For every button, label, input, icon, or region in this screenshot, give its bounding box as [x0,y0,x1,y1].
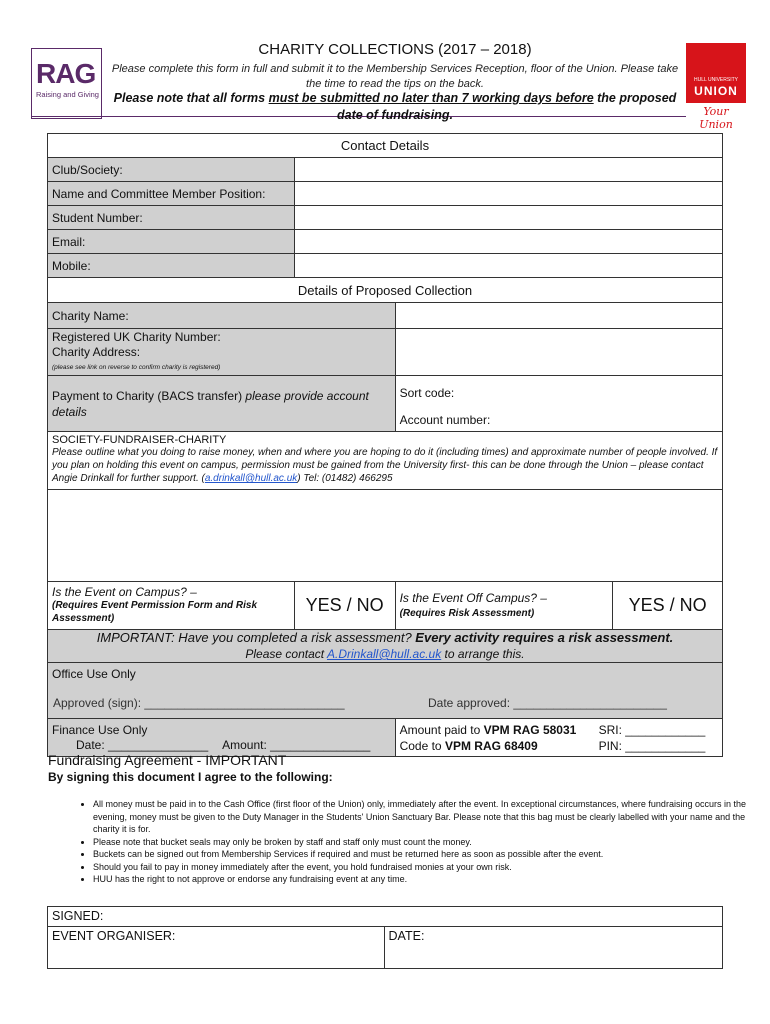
sort-code-label: Sort code: [399,386,455,400]
club-label: Club/Society: [48,158,295,182]
office-use-heading: Office Use Only [52,667,136,681]
off-campus-question [395,582,613,630]
payment-label [48,376,396,432]
approved-sign-field[interactable]: Approved (sign): ______________________________ [53,696,345,710]
form-table [47,133,723,757]
off-campus-yes-no[interactable]: YES / NO [613,582,723,630]
student-number-field[interactable] [294,206,722,230]
warn-suffix: the proposed date of fundraising. [337,91,677,122]
list-item: • HUU has the right to not approve or endorse any fundraising event at any time. [93,873,753,886]
agreement-title: Fundraising Agreement - IMPORTANT [48,752,287,768]
finance-codes [395,719,722,757]
email-label: Email: [48,230,295,254]
deadline-warning [110,90,680,124]
code-to-code: VPM RAG 68409 [444,738,538,753]
charity-note: (please see link on reverse to confirm charity is registered) [52,364,221,371]
on-campus-req: (Requires Event Permission Form and Risk Assessment) [52,600,258,624]
amount-paid-pre: Amount paid to [399,722,484,737]
list-item: • Buckets can be signed out from Membership Services if required and must be returned here as soon as possible after the event. [93,848,753,861]
event-organiser-field[interactable]: EVENT ORGANISER: [48,927,385,969]
club-field[interactable] [294,158,722,182]
union-logo [686,43,746,103]
list-item: • Please note that bucket seals may only be broken by staff and staff only must count the money. [93,836,753,849]
committee-field[interactable] [294,182,722,206]
list-item: • All money must be paid in to the Cash Office (first floor of the Union) only, immediately after the event. In exceptional circumstances, where fundraising occurs in the evening, money must be given to the Duty Manager in the Students' Union Sanctuary Bar. Please note that this bag must be clearly labelled with your name and the charity it is for. [93,798,753,836]
important-line1: IMPORTANT: Have you completed a risk assessment? [96,630,416,645]
payment-italic: please provide account details [52,388,369,419]
intro-text: Please complete this form in full and submit it to the Membership Services Reception, floor of the Union. Please take the time to read the tips on the back. [111,63,679,90]
finance-use-heading: Finance Use Only [52,722,148,737]
signature-table [47,906,723,969]
proposed-heading: Details of Proposed Collection [48,278,723,303]
date-approved-field[interactable]: Date approved: _______________________ [428,696,667,710]
page-title: CHARITY COLLECTIONS (2017 – 2018) [258,41,532,58]
charity-number-address-label [48,329,396,376]
finance-amount-field[interactable]: Amount: _______________ [222,737,371,752]
event-description-field[interactable] [48,490,723,582]
charity-name-field[interactable] [395,303,722,329]
important-line1-bold: Every activity requires a risk assessment. [415,630,674,645]
sfc-heading: SOCIETY-FUNDRAISER-CHARITY [52,434,227,446]
off-campus-req: (Requires Risk Assessment) [399,607,535,619]
sign-date-field[interactable]: DATE: [384,927,722,969]
on-campus-question [48,582,295,630]
mobile-field[interactable] [294,254,722,278]
rag-logo-text: RAG [36,58,96,89]
important-email-link[interactable]: A.Drinkall@hull.ac.uk [326,647,442,661]
email-field[interactable] [294,230,722,254]
pin-field[interactable]: PIN: ____________ [598,738,706,753]
agreement-list [60,798,753,886]
sri-field[interactable]: SRI: ____________ [598,722,706,737]
sfc-note-end: ) Tel: (01482) 466295 [297,473,393,484]
sfc-note-text: Please outline what you doing to raise money, when and where you are hoping to do it (including times) and approximate number of people involved. If you plan on holding this event on campus, permission must be gained from the University first- this can be done through the Union – please contact Angie Drinkall for further support. ( [52,447,718,484]
on-campus-label: Is the Event on Campus? – [52,585,197,599]
on-campus-yes-no[interactable]: YES / NO [294,582,395,630]
charity-address-label: Charity Address: [52,345,141,359]
account-number-label: Account number: [399,413,491,427]
code-to-pre: Code to [399,738,445,753]
off-campus-label: Is the Event Off Campus? – [399,590,547,605]
sfc-email-link[interactable]: a.drinkall@hull.ac.uk [204,473,298,484]
payment-text: Payment to Charity (BACS transfer) [52,388,246,403]
list-item: • Should you fail to pay in money immediately after the event, you hold fundraised monies at your own risk. [93,861,753,874]
contact-heading: Contact Details [48,134,723,158]
sfc-section [48,432,723,490]
office-use-section [48,663,723,719]
important-line2-post: to arrange this. [441,647,525,661]
charity-number-address-field[interactable] [395,329,722,376]
important-line2-pre: Please contact [245,647,327,661]
agreement-subtitle: By signing this document I agree to the following: [48,770,333,784]
sfc-note [52,446,718,485]
union-logo-top: HULL UNIVERSITY [694,77,738,83]
rag-logo-subtext: Raising and Giving [36,90,99,99]
student-number-label: Student Number: [48,206,295,230]
finance-date-field[interactable]: Date: _______________ [76,737,209,752]
rag-logo [31,48,102,119]
charity-name-label: Charity Name: [48,303,396,329]
warn-prefix: Please note that all forms [113,91,269,105]
signed-field[interactable]: SIGNED: [48,907,723,927]
amount-paid-code: VPM RAG 58031 [483,722,577,737]
bank-details-field[interactable] [395,376,722,432]
important-banner [48,630,723,663]
warn-underlined: must be submitted no later than 7 working days before [268,91,594,105]
mobile-label: Mobile: [48,254,295,278]
committee-label: Name and Committee Member Position: [48,182,295,206]
charity-number-label: Registered UK Charity Number: [52,330,221,344]
finance-use-section [48,719,396,757]
union-logo-text: UNION [694,84,738,98]
union-slogan: Your Union [699,105,733,131]
